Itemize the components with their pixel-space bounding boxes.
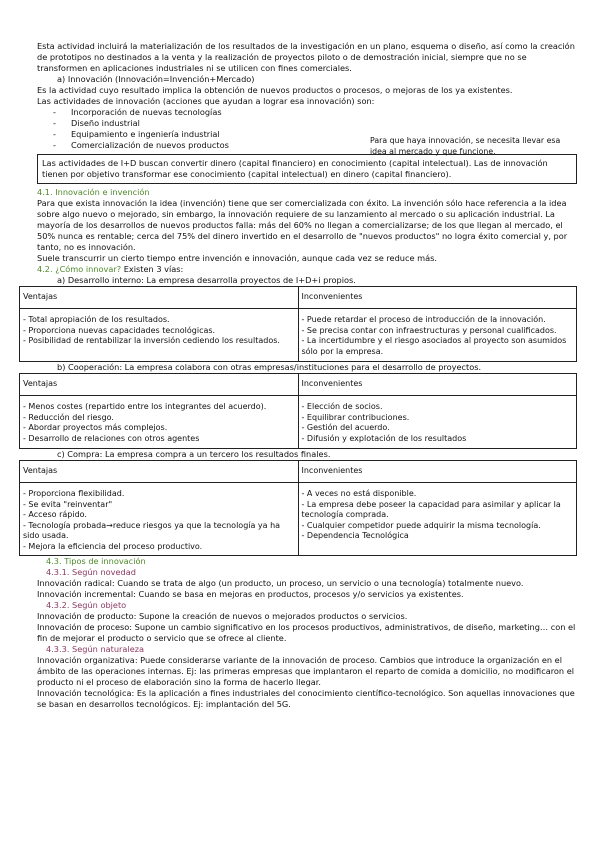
section-4-3-2-heading: 4.3.2. Según objeto — [46, 600, 127, 610]
innovacion-proceso: Innovación de proceso: Supone un cambio significativo en los procesos productivos, administrativos, de diseño, marketing… con el fin de mejorar el producto o servicio que se ofrece al cliente. — [37, 622, 576, 643]
table-header-ventajas: Ventajas — [20, 287, 299, 309]
list-item: - Diseño industrial — [53, 118, 140, 128]
innovacion-tecnologica: Innovación tecnológica: Es la aplicación a fines industriales del conocimiento científico-tecnológico. Son aquellas innovaciones que se basan en desarrollos tecnológicos. Ej: implantación del 5G. — [37, 688, 575, 709]
table-header-inconvenientes: Inconvenientes — [298, 461, 577, 483]
list-item: - Equipamiento e ingeniería industrial — [53, 129, 220, 139]
section-4-3-heading: 4.3. Tipos de innovación — [46, 556, 146, 566]
table-row — [20, 309, 577, 362]
summary-box — [37, 154, 577, 184]
table-header-inconvenientes: Inconvenientes — [298, 374, 577, 396]
section-4-3-3-heading: 4.3.3. Según naturaleza — [46, 644, 145, 654]
table-row — [20, 396, 577, 449]
ventajas-cell: - Menos costes (repartido entre los integrantes del acuerdo). - Reducción del riesgo. - Abordar proyectos más complejos. - Desarrollo de relaciones con otros agentes — [20, 396, 299, 449]
table-c-caption: c) Compra: La empresa compra a un tercero los resultados finales. — [57, 449, 331, 459]
innovation-subheading: a) Innovación (Innovación=Invención+Mercado) — [57, 74, 255, 84]
table-header-ventajas: Ventajas — [20, 374, 299, 396]
table-desarrollo-interno — [19, 286, 577, 362]
table-header-inconvenientes: Inconvenientes — [298, 287, 577, 309]
summary-box-text: Las actividades de I+D buscan convertir dinero (capital financiero) en conocimiento (capital intelectual). Las de innovación tienen por objetivo transformar ese conocimiento (capital intelectual) en dinero (capital financiero). — [42, 158, 548, 179]
section-4-3-1-heading: 4.3.1. Según novedad — [46, 567, 136, 577]
innovacion-radical: Innovación radical: Cuando se trata de algo (un producto, un proceso, un servicio o una tecnología) totalmente nuevo. — [37, 578, 524, 588]
innovacion-incremental: Innovación incremental: Cuando se basa en mejoras en productos, procesos y/o servicios ya existentes. — [37, 589, 464, 599]
intro-paragraph: Esta actividad incluirá la materialización de los resultados de la investigación en un plano, esquema o diseño, así como la creación de prototipos no destinados a la venta y la realización de proyectos piloto o de demostración inicial, siempre que no se transformen en aplicaciones industriales ni se utilicen con fines comerciales. — [37, 41, 575, 73]
inconvenientes-cell: - Puede retardar el proceso de introducción de la innovación. - Se precisa contar con infraestructuras y personal cualificados. - La incertidumbre y el riesgo asociados al proyecto son asumidos sólo por la empresa. — [298, 309, 577, 362]
inconvenientes-cell: - Elección de socios. - Equilibrar contribuciones. - Gestión del acuerdo. - Difusión y explotación de los resultados — [298, 396, 577, 449]
aside-note: Para que haya innovación, se necesita llevar esa idea al mercado y que funcione. — [370, 136, 561, 156]
table-b-caption: b) Cooperación: La empresa colabora con otras empresas/instituciones para el desarrollo de proyectos. — [57, 362, 482, 372]
table-row — [20, 483, 577, 556]
list-item: - Incorporación de nuevas tecnologías — [53, 107, 222, 117]
innovacion-organizativa: Innovación organizativa: Puede considerarse variante de la innovación de proceso. Cambios que introduce la organización en el ámbito de las operaciones internas. Ej: las primeras empresas que implantaron el reparto de comida a domicilio, no modificaron el producto ni el proceso de elaboración sino la forma de hacerlo llegar. — [37, 655, 575, 687]
inconvenientes-cell: - A veces no está disponible. - La empresa debe poseer la capacidad para asimilar y aplicar la tecnología comprada. - Cualquier competidor puede adquirir la misma tecnología. - Dependencia Tecnológica — [298, 483, 577, 556]
table-a-caption: a) Desarrollo interno: La empresa desarrolla proyectos de I+D+i propios. — [57, 275, 356, 285]
table-compra — [19, 460, 577, 556]
table-header-ventajas: Ventajas — [20, 461, 299, 483]
section-4-1-heading: 4.1. Innovación e invención — [37, 187, 150, 197]
document-page — [23, 41, 577, 710]
section-4-2-heading: 4.2. ¿Cómo innovar? Existen 3 vías: — [37, 264, 184, 274]
table-cooperacion — [19, 373, 577, 449]
list-item: - Comercialización de nuevos productos — [53, 140, 229, 150]
section-4-1-last-line: Suele transcurrir un cierto tiempo entre invención e innovación, aunque cada vez se reduce más. — [37, 253, 437, 263]
innovacion-producto: Innovación de producto: Supone la creación de nuevos o mejorados productos o servicios. — [37, 611, 408, 621]
ventajas-cell: - Total apropiación de los resultados. - Proporciona nuevas capacidades tecnológicas. - Posibilidad de rentabilizar la inversión cediendo los resultados. — [20, 309, 299, 362]
ventajas-cell: - Proporciona flexibilidad. - Se evita "reinventar" - Acceso rápido. - Tecnología probada→reduce riesgos ya que la tecnología ya ha sido usada. - Mejora la eficiencia del proceso productivo. — [20, 483, 299, 556]
innovation-definition: Es la actividad cuyo resultado implica la obtención de nuevos productos o procesos, o mejoras de los ya existentes. — [37, 85, 513, 95]
section-4-1-paragraph: Para que exista innovación la idea (invención) tiene que ser comercializada con éxito. La invención sólo hace referencia a la idea sobre algo nuevo o mejorado, sin embargo, la innovación requiere de su lanzamiento al mercado o su aplicación industrial. La mayoría de los desarrollos de nuevos productos falla: más del 60% no llegan a comercializarse; de los que llegan al mercado, el 50% nunca es rentable; cerca del 75% del dinero invertido en el desarrollo de "nuevos productos" no logra éxito comercial y, por tanto, no es innovación. — [37, 198, 568, 252]
innovation-activities-intro: Las actividades de innovación (acciones que ayudan a lograr esa innovación) son: — [37, 96, 375, 106]
